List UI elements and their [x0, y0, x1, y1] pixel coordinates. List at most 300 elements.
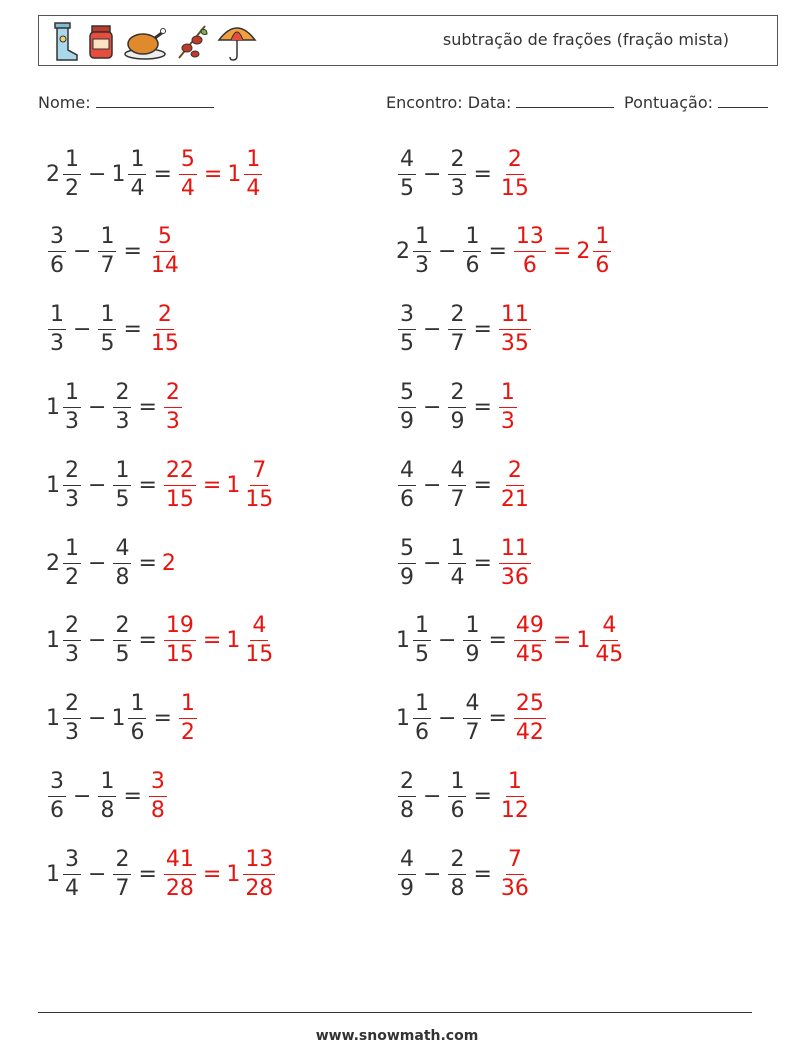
equals-sign: = — [138, 550, 157, 576]
denominator: 15 — [245, 642, 274, 668]
fraction — [113, 846, 131, 901]
whole-number: 2 — [396, 239, 410, 265]
minus-sign: − — [423, 161, 442, 187]
numerator: 1 — [98, 304, 116, 330]
denominator: 14 — [150, 253, 179, 279]
answer — [512, 693, 548, 744]
numerator: 1 — [593, 226, 611, 252]
whole-number: 1 — [111, 161, 126, 187]
fraction — [448, 768, 466, 823]
equals-sign: = — [488, 706, 507, 732]
denominator: 36 — [500, 564, 529, 590]
denominator: 6 — [50, 253, 64, 279]
minus-sign: − — [88, 394, 107, 420]
answer — [162, 615, 277, 666]
subtrahend — [461, 226, 483, 277]
numerator: 4 — [463, 693, 481, 719]
answer-fraction — [179, 693, 197, 744]
numerator: 1 — [63, 382, 81, 408]
denominator: 6 — [130, 720, 145, 746]
denominator: 8 — [400, 797, 414, 823]
numerator: 1 — [463, 615, 481, 641]
denominator: 8 — [115, 564, 130, 590]
subtrahend — [446, 535, 468, 590]
equals-sign: = — [473, 783, 492, 809]
numerator: 4 — [448, 460, 466, 486]
equals-sign: = — [473, 161, 492, 187]
numerator: 2 — [63, 460, 81, 486]
problem-item — [396, 455, 533, 515]
answer-fraction — [514, 226, 546, 277]
denominator: 7 — [100, 253, 115, 279]
answer-fraction — [514, 693, 546, 744]
subtrahend — [111, 379, 133, 434]
denominator: 4 — [130, 175, 145, 201]
rosehip-branch-icon — [175, 22, 209, 62]
whole-number: 1 — [576, 628, 591, 654]
minuend — [396, 226, 433, 277]
answer-equals-sign: = — [203, 161, 223, 187]
numerator: 4 — [250, 615, 268, 641]
denominator: 7 — [465, 720, 480, 746]
problem-item — [396, 300, 533, 360]
minuend — [396, 304, 418, 355]
minuend — [396, 535, 418, 590]
denominator: 15 — [500, 175, 529, 201]
date-blank — [516, 93, 614, 108]
fraction — [463, 226, 481, 277]
numerator: 7 — [506, 849, 524, 875]
minus-sign: − — [423, 472, 442, 498]
equals-sign: = — [138, 628, 157, 654]
numerator: 3 — [398, 304, 416, 330]
denominator: 5 — [400, 175, 414, 201]
numerator: 1 — [499, 382, 517, 408]
whole-number: 1 — [396, 706, 410, 732]
answer-fraction — [179, 146, 197, 201]
numerator: 3 — [63, 849, 81, 875]
whole-number: 2 — [46, 550, 60, 576]
numerator: 2 — [448, 382, 466, 408]
numerator: 1 — [413, 615, 431, 641]
denominator: 9 — [400, 564, 414, 590]
whole-number: 1 — [226, 861, 241, 887]
fraction — [448, 304, 466, 355]
denominator: 36 — [500, 875, 529, 901]
denominator: 5 — [415, 642, 429, 668]
problem-item — [46, 766, 169, 826]
numerator: 1 — [128, 149, 146, 175]
answer — [497, 304, 533, 355]
subtrahend — [446, 304, 468, 355]
problem-item — [46, 844, 277, 904]
answer-equals-sign: = — [202, 472, 222, 498]
answer — [497, 457, 533, 512]
minuend — [46, 535, 83, 590]
equals-sign: = — [138, 861, 157, 887]
score-field — [624, 93, 768, 112]
minus-sign: − — [423, 861, 442, 887]
denominator: 3 — [65, 486, 79, 512]
answer-fraction — [164, 846, 196, 901]
minuend — [46, 615, 83, 666]
answer-mixed-number — [576, 615, 627, 666]
footer-url: www.snowmath.com — [315, 1028, 479, 1044]
fraction — [63, 379, 81, 434]
denominator: 6 — [465, 253, 480, 279]
fraction — [448, 846, 466, 901]
fraction — [48, 768, 66, 823]
answer-fraction — [164, 457, 196, 512]
denominator: 3 — [415, 253, 429, 279]
fraction — [63, 615, 81, 666]
minus-sign: − — [88, 472, 107, 498]
equals-sign: = — [138, 394, 157, 420]
denominator: 15 — [245, 486, 274, 512]
denominator: 6 — [400, 486, 414, 512]
answer — [177, 693, 199, 744]
minus-sign: − — [423, 394, 442, 420]
numerator: 13 — [243, 849, 275, 875]
fraction — [113, 457, 131, 512]
answer-mixed-number — [576, 226, 613, 277]
denominator: 5 — [115, 486, 130, 512]
numerator: 1 — [448, 771, 466, 797]
subtrahend — [446, 457, 468, 512]
minuend — [396, 615, 433, 666]
numerator: 3 — [48, 771, 66, 797]
whole-number: 2 — [46, 161, 60, 187]
whole-number: 1 — [111, 706, 126, 732]
score-label: Pontuação: — [624, 93, 714, 112]
problem-item — [46, 455, 277, 515]
numerator: 2 — [113, 849, 131, 875]
fraction — [48, 304, 66, 355]
minuend — [46, 304, 68, 355]
denominator: 3 — [115, 408, 130, 434]
problem-item — [46, 300, 183, 360]
problem-item — [46, 222, 183, 282]
numerator: 1 — [448, 538, 466, 564]
numerator: 1 — [63, 538, 81, 564]
fraction — [448, 457, 466, 512]
denominator: 4 — [450, 564, 465, 590]
denominator: 21 — [500, 486, 529, 512]
answer — [497, 535, 533, 590]
numerator: 4 — [398, 149, 416, 175]
numerator: 4 — [113, 538, 131, 564]
minus-sign: − — [88, 861, 107, 887]
worksheet-title: subtração de frações (fração mista) — [442, 30, 729, 49]
problem-item — [46, 377, 184, 437]
minuend — [396, 846, 418, 901]
numerator: 2 — [164, 382, 182, 408]
numerator: 2 — [448, 304, 466, 330]
equals-sign: = — [123, 317, 142, 343]
subtrahend — [446, 379, 468, 434]
answer — [497, 146, 533, 201]
subtrahend — [96, 304, 118, 355]
numerator: 11 — [499, 304, 531, 330]
denominator: 9 — [465, 642, 480, 668]
subtrahend — [446, 846, 468, 901]
minuend — [46, 693, 83, 744]
denominator: 8 — [450, 875, 465, 901]
equals-sign: = — [473, 550, 492, 576]
date-label: Data: — [467, 93, 512, 112]
answer — [497, 768, 533, 823]
fraction — [413, 226, 431, 277]
denominator: 5 — [100, 331, 115, 357]
problem-item — [46, 689, 199, 749]
subtrahend — [446, 146, 468, 201]
fraction — [593, 615, 625, 666]
minuend — [396, 379, 418, 434]
minuend — [46, 846, 83, 901]
fraction — [98, 304, 116, 355]
answer-fraction — [499, 846, 531, 901]
minus-sign: − — [88, 628, 107, 654]
minus-sign: − — [438, 706, 457, 732]
whole-number: 1 — [396, 628, 410, 654]
fraction — [244, 146, 262, 201]
minus-sign: − — [423, 550, 442, 576]
answer-fraction — [164, 379, 182, 434]
whole-number: 1 — [46, 394, 60, 420]
numerator: 2 — [156, 304, 174, 330]
denominator: 6 — [415, 720, 429, 746]
minus-sign: − — [88, 550, 107, 576]
fraction — [448, 535, 466, 590]
problem-item — [396, 533, 533, 593]
minuend — [396, 768, 418, 823]
numerator: 2 — [448, 849, 466, 875]
answer — [512, 615, 627, 666]
subtrahend — [111, 846, 133, 901]
numerator: 25 — [514, 693, 546, 719]
fraction — [413, 615, 431, 666]
whole-number: 1 — [46, 628, 60, 654]
fraction — [113, 535, 131, 590]
denominator: 2 — [180, 720, 195, 746]
denominator: 42 — [515, 720, 544, 746]
denominator: 7 — [450, 486, 465, 512]
answer-fraction — [499, 768, 531, 823]
minuend — [46, 226, 68, 277]
answer-fraction — [499, 304, 531, 355]
answer — [162, 379, 184, 434]
denominator: 28 — [165, 875, 194, 901]
whole-number: 1 — [46, 472, 60, 498]
denominator: 5 — [400, 331, 414, 357]
equals-sign: = — [138, 472, 157, 498]
fraction — [128, 693, 146, 744]
equals-sign: = — [123, 783, 142, 809]
denominator: 3 — [65, 642, 79, 668]
denominator: 4 — [180, 175, 195, 201]
answer-equals-sign: = — [552, 628, 572, 654]
answer-equals-sign: = — [202, 628, 222, 654]
encounter-label: Encontro: — [386, 93, 463, 112]
numerator: 7 — [250, 460, 268, 486]
numerator: 1 — [463, 226, 481, 252]
numerator: 11 — [499, 538, 531, 564]
minuend — [46, 457, 83, 512]
subtrahend — [111, 615, 133, 666]
whole-number: 1 — [226, 472, 241, 498]
fraction — [63, 457, 81, 512]
fraction — [448, 146, 466, 201]
numerator: 3 — [149, 771, 167, 797]
numerator: 3 — [48, 226, 66, 252]
encounter-date-field — [386, 93, 614, 112]
numerator: 5 — [398, 382, 416, 408]
fraction — [128, 146, 146, 201]
answer-mixed-number — [226, 846, 277, 901]
numerator: 2 — [63, 693, 81, 719]
answer-fraction — [499, 535, 531, 590]
numerator: 2 — [398, 771, 416, 797]
numerator: 2 — [506, 460, 524, 486]
numerator: 1 — [413, 693, 431, 719]
minus-sign: − — [423, 317, 442, 343]
denominator: 9 — [450, 408, 465, 434]
equals-sign: = — [473, 472, 492, 498]
answer — [497, 846, 533, 901]
fraction — [398, 457, 416, 512]
answer — [512, 226, 613, 277]
numerator: 4 — [398, 460, 416, 486]
minuend — [46, 379, 83, 434]
numerator: 1 — [179, 693, 197, 719]
problem-item — [396, 144, 533, 204]
fraction — [48, 226, 66, 277]
numerator: 2 — [113, 615, 131, 641]
minuend — [46, 146, 83, 201]
subtrahend — [111, 457, 133, 512]
fraction — [63, 535, 81, 590]
numerator: 1 — [98, 771, 116, 797]
denominator: 3 — [50, 331, 64, 357]
problem-item — [396, 844, 533, 904]
numerator: 4 — [398, 849, 416, 875]
numerator: 22 — [164, 460, 196, 486]
minus-sign: − — [88, 161, 107, 187]
numerator: 13 — [514, 226, 546, 252]
problem-item — [46, 144, 264, 204]
score-blank — [718, 93, 768, 108]
numerator: 1 — [128, 693, 146, 719]
numerator: 1 — [244, 149, 262, 175]
numerator: 5 — [179, 149, 197, 175]
fraction — [398, 146, 416, 201]
denominator: 45 — [595, 642, 624, 668]
answer-equals-sign: = — [552, 239, 572, 265]
answer-fraction — [149, 304, 181, 355]
denominator: 9 — [400, 408, 414, 434]
fraction — [98, 226, 116, 277]
footer-divider — [38, 1012, 752, 1013]
numerator: 1 — [63, 149, 81, 175]
subtrahend — [96, 768, 118, 823]
problem-item — [396, 766, 533, 826]
answer — [162, 457, 277, 512]
whole-number: 1 — [226, 628, 241, 654]
minus-sign: − — [438, 239, 457, 265]
fraction — [398, 535, 416, 590]
subtrahend — [96, 226, 118, 277]
whole-number: 2 — [576, 239, 591, 265]
numerator: 1 — [413, 226, 431, 252]
equals-sign: = — [473, 861, 492, 887]
denominator: 6 — [50, 797, 64, 823]
fraction — [243, 846, 275, 901]
equals-sign: = — [488, 239, 507, 265]
equals-sign: = — [153, 706, 172, 732]
denominator: 6 — [522, 253, 537, 279]
answer-mixed-number — [226, 457, 277, 512]
header-icons — [49, 21, 257, 63]
subtrahend — [111, 146, 148, 201]
numerator: 2 — [63, 615, 81, 641]
denominator: 2 — [65, 175, 79, 201]
answer-fraction — [149, 768, 167, 823]
numerator: 1 — [98, 226, 116, 252]
umbrella-icon — [217, 22, 257, 62]
fraction — [113, 615, 131, 666]
fraction — [398, 304, 416, 355]
minus-sign: − — [73, 783, 92, 809]
fraction — [398, 846, 416, 901]
subtrahend — [461, 693, 483, 744]
minuend — [46, 768, 68, 823]
numerator: 41 — [164, 849, 196, 875]
minus-sign: − — [88, 706, 107, 732]
fraction — [98, 768, 116, 823]
numerator: 49 — [514, 615, 546, 641]
answer-fraction — [499, 146, 531, 201]
denominator: 3 — [450, 175, 465, 201]
jam-jar-icon — [87, 22, 115, 62]
numerator: 1 — [48, 304, 66, 330]
fraction — [243, 457, 275, 512]
fraction — [463, 693, 481, 744]
problem-item — [396, 611, 627, 671]
problem-item — [46, 533, 176, 593]
fraction — [398, 379, 416, 434]
denominator: 2 — [65, 564, 79, 590]
denominator: 9 — [400, 875, 414, 901]
fraction — [398, 768, 416, 823]
fraction — [463, 615, 481, 666]
minus-sign: − — [438, 628, 457, 654]
denominator: 7 — [115, 875, 130, 901]
fraction — [63, 846, 81, 901]
numerator: 1 — [506, 771, 524, 797]
denominator: 3 — [500, 408, 515, 434]
fraction — [243, 615, 275, 666]
roast-turkey-icon — [123, 22, 167, 62]
denominator: 5 — [115, 642, 130, 668]
denominator: 15 — [165, 486, 194, 512]
equals-sign: = — [153, 161, 172, 187]
whole-number: 1 — [227, 161, 242, 187]
answer-mixed-number — [226, 615, 277, 666]
name-label: Nome: — [38, 93, 91, 112]
minus-sign: − — [423, 783, 442, 809]
equals-sign: = — [473, 394, 492, 420]
numerator: 2 — [448, 149, 466, 175]
